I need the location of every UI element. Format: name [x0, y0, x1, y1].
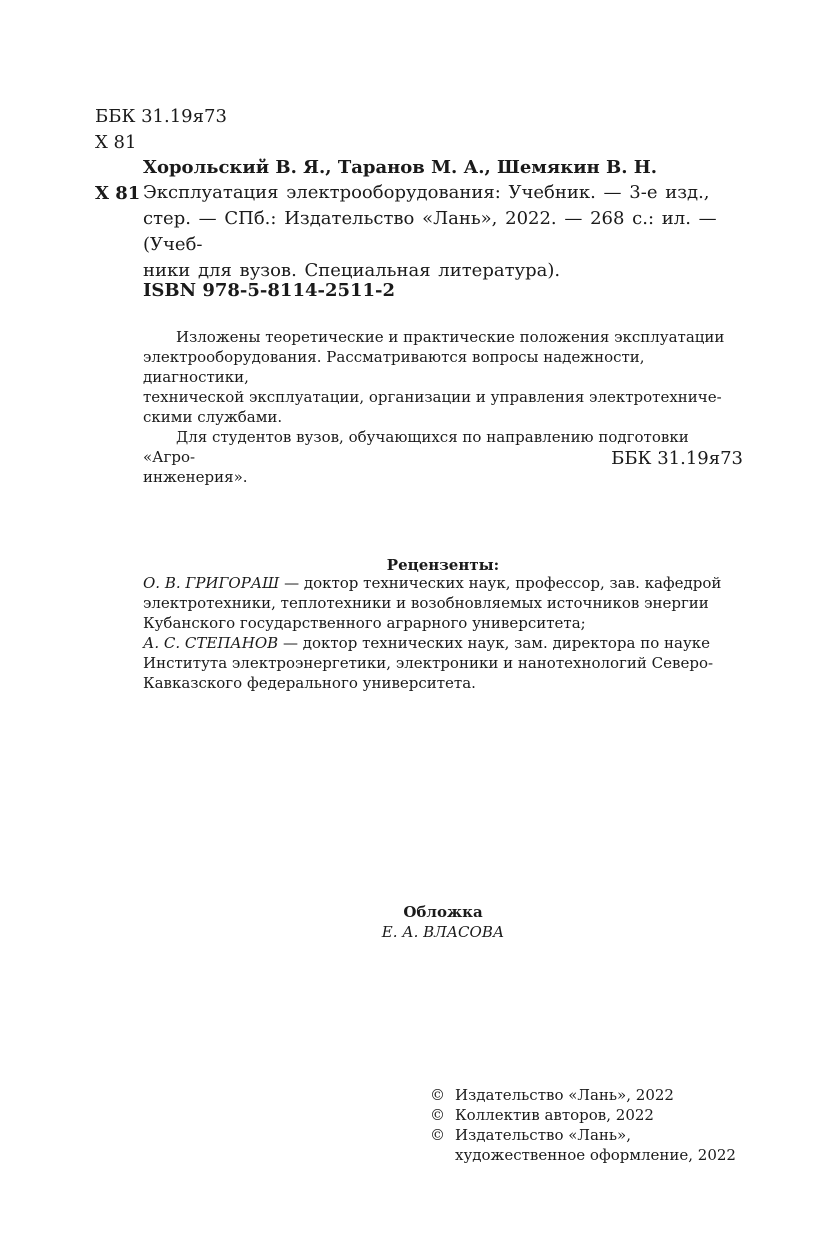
isbn: ISBN 978-5-8114-2511-2	[143, 280, 396, 301]
reviewer-line: Кавказского федерального университета.	[143, 674, 476, 692]
reviewer-line: — доктор технических наук, зам. директора по науке	[278, 634, 711, 652]
bbk-classification: ББК 31.19я73	[95, 106, 227, 127]
copyright-text: художественное оформление, 2022	[455, 1146, 736, 1164]
reviewer-line: Кубанского государственного аграрного университета;	[143, 614, 586, 632]
copyright-icon: ©	[430, 1086, 445, 1104]
cover-designer: Е. А. ВЛАСОВА	[381, 923, 505, 941]
copyright-icon: ©	[430, 1106, 445, 1124]
copyright-line	[430, 1125, 736, 1145]
abstract-line: электрооборудования. Рассматриваются вопросы надежности, диагностики,	[143, 348, 645, 386]
abstract-paragraph	[143, 327, 743, 427]
copyright-line	[430, 1085, 736, 1105]
reviewers-list	[143, 573, 743, 693]
abstract-line: Изложены теоретические и практические положения эксплуатации	[176, 328, 725, 346]
copyright-block	[430, 1085, 736, 1165]
copyright-line	[430, 1105, 736, 1125]
cover-credit	[143, 902, 743, 942]
bibliographic-description	[143, 180, 743, 284]
reviewer-entry	[143, 633, 743, 693]
description-line: ники для вузов. Специальная литература).	[143, 260, 561, 281]
reviewer-line: Института электроэнергетики, электроники и нанотехнологий Северо-	[143, 654, 714, 672]
abstract-line: технической эксплуатации, организации и управления электротехниче-	[143, 388, 722, 406]
reviewer-name: А. С. СТЕПАНОВ	[143, 634, 279, 652]
abstract-line: скими службами.	[143, 408, 283, 426]
reviewer-entry	[143, 573, 743, 633]
copyright-text: Коллектив авторов, 2022	[455, 1106, 654, 1124]
abstract-line: инженерия».	[143, 468, 248, 486]
author-sign: Х 81	[95, 132, 137, 153]
cover-title: Обложка	[403, 903, 483, 921]
copyright-icon: ©	[430, 1126, 445, 1144]
abstract-line: Для студентов вузов, обучающихся по направлению подготовки «Агро-	[143, 428, 689, 466]
copyright-line	[430, 1145, 736, 1165]
copyright-text: Издательство «Лань»,	[455, 1126, 632, 1144]
description-line: стер. — СПб.: Издательство «Лань», 2022. — 268 с.: ил. — (Учеб-	[143, 208, 717, 255]
bbk-classification-bottom: ББК 31.19я73	[611, 448, 743, 469]
reviewers-title: Рецензенты:	[386, 556, 500, 574]
description-line: Эксплуатация электрооборудования: Учебник. — 3-е изд.,	[143, 182, 710, 203]
authors-heading: Хорольский В. Я., Таранов М. А., Шемякин В. Н.	[143, 157, 658, 178]
reviewer-line: — доктор технических наук, профессор, зав. кафедрой	[279, 574, 722, 592]
copyright-text: Издательство «Лань», 2022	[455, 1086, 674, 1104]
entry-author-sign: Х 81	[95, 183, 141, 204]
reviewer-name: О. В. ГРИГОРАШ	[143, 574, 280, 592]
reviewer-line: электротехники, теплотехники и возобновляемых источников энергии	[143, 594, 709, 612]
